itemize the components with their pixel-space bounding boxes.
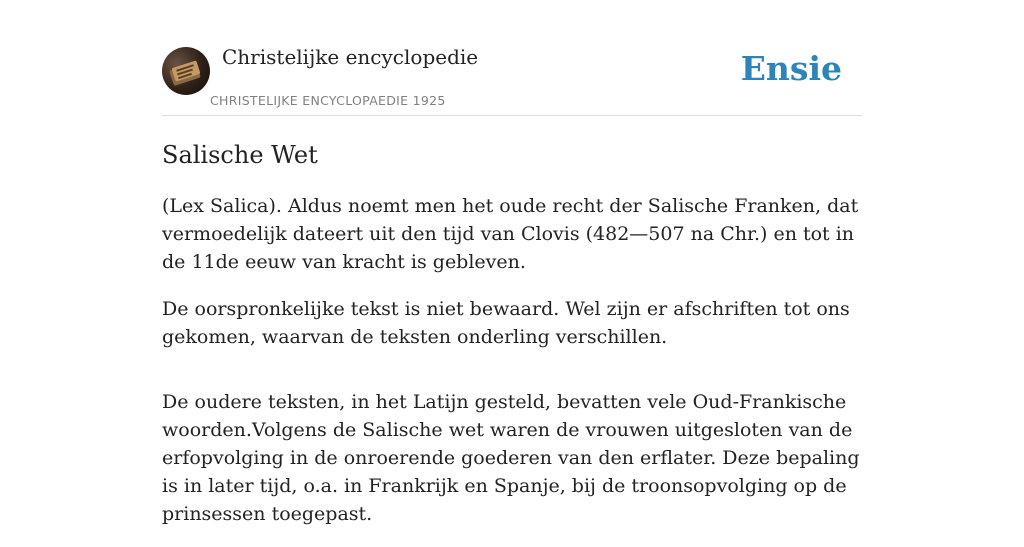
article-paragraph: (Lex Salica). Aldus noemt men het oude recht der Salische Franken, dat vermoedelijk dateert uit den tijd van Clovis (482—507 na Chr.) en tot in de 11de eeuw van kracht is gebleven. <box>162 195 859 273</box>
source-avatar[interactable] <box>162 47 210 95</box>
site-header <box>162 40 862 116</box>
article-paragraph: De oorspronkelijke tekst is niet bewaard. Wel zijn er afschriften tot ons gekomen, waarvan de teksten onderling verschillen. <box>162 298 850 348</box>
article <box>162 138 862 547</box>
source-subtitle[interactable]: CHRISTELIJKE ENCYCLOPAEDIE 1925 <box>210 93 446 108</box>
book-photo-icon <box>162 47 210 95</box>
article-paragraph: De oudere teksten, in het Latijn gesteld, bevatten vele Oud-Frankische woorden.Volgens de Salische wet waren de vrouwen uitgesloten van de erfopvolging in de onroerende goederen van den erflater. Deze bepaling is in later tijd, o.a. in Frankrijk en Spanje, bij de troonsopvolging op de prinsessen toegepast. <box>162 391 860 525</box>
article-title: Salische Wet <box>162 141 318 169</box>
site-name-link[interactable]: Christelijke encyclopedie <box>222 45 479 69</box>
ensie-logo[interactable]: Ensie <box>740 49 842 88</box>
